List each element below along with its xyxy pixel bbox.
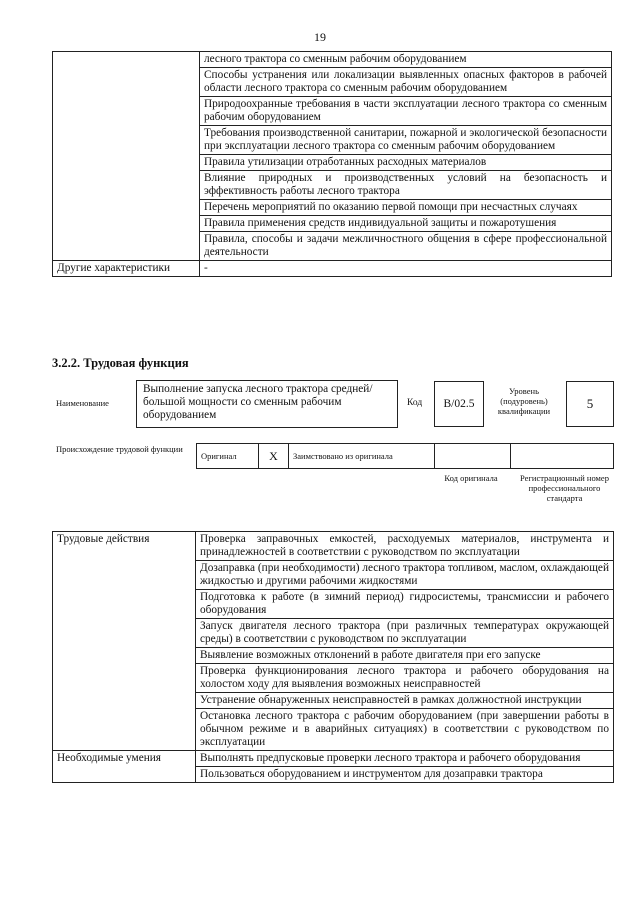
code-label: Код xyxy=(407,398,423,408)
borrowed-label: Заимствовано из оригинала xyxy=(289,444,435,469)
table-cell: Дозаправка (при необходимости) лесного трактора топливом, маслом, охлаждающей жидкостью и другими рабочими жидкостями xyxy=(196,561,614,590)
row-label-labor-actions: Трудовые действия xyxy=(53,532,196,751)
code-original-cell xyxy=(435,444,511,469)
reg-number-label: Регистрационный номер профессионального стандарта xyxy=(520,473,609,503)
level-label: Уровень (подуровень) квалификации xyxy=(497,386,551,416)
row-label-other-characteristics: Другие характеристики xyxy=(53,261,200,277)
origin-label: Происхождение трудовой функции xyxy=(56,444,183,454)
table-row xyxy=(53,751,614,767)
code-value-box: B/02.5 xyxy=(434,381,484,427)
table-cell: Проверка функционирования лесного трактора и рабочего оборудования на холостом ходу для выявления возможных неисправностей xyxy=(196,664,614,693)
origin-table xyxy=(196,443,614,469)
table-row xyxy=(53,52,612,68)
row-label-required-skills: Необходимые умения xyxy=(53,751,196,783)
table-cell: Влияние природных и производственных условий на безопасность и эффективность работы лесного трактора xyxy=(200,171,612,200)
code-original-label: Код оригинала xyxy=(444,473,498,483)
labor-actions-table xyxy=(52,531,614,783)
table-cell: Устранение обнаруженных неисправностей в рамках должностной инструкции xyxy=(196,693,614,709)
table-row xyxy=(197,444,614,469)
table-cell: Способы устранения или локализации выявленных опасных факторов в рабочей области лесного трактора со сменным рабочим оборудованием xyxy=(200,68,612,97)
table-cell: Правила, способы и задачи межличностного общения в сфере профессиональной деятельности xyxy=(200,232,612,261)
table-cell: лесного трактора со сменным рабочим оборудованием xyxy=(200,52,612,68)
table-cell: Правила применения средств индивидуальной защиты и пожаротушения xyxy=(200,216,612,232)
table-cell: Остановка лесного трактора с рабочим оборудованием (при завершении работы в обычном режиме и в аварийных ситуациях) в соответствии с руководством по эксплуатации xyxy=(196,709,614,751)
table-cell: Запуск двигателя лесного трактора (при различных температурах окружающей среды) в соответствии с руководством по эксплуатации xyxy=(196,619,614,648)
table-cell: Правила утилизации отработанных расходных материалов xyxy=(200,155,612,171)
table-cell: - xyxy=(200,261,612,277)
level-value-box: 5 xyxy=(566,381,614,427)
table-cell: Выявление возможных отклонений в работе двигателя при его запуске xyxy=(196,648,614,664)
table-cell: Перечень мероприятий по оказанию первой помощи при несчастных случаях xyxy=(200,200,612,216)
table-row xyxy=(53,532,614,561)
table-cell: Проверка заправочных емкостей, расходуемых материалов, инструмента и принадлежностей в соответствии с руководством по эксплуатации xyxy=(196,532,614,561)
original-label: Оригинал xyxy=(197,444,259,469)
page-number: 19 xyxy=(314,30,326,44)
table-cell-left xyxy=(53,52,200,261)
section-title: 3.2.2. Трудовая функция xyxy=(52,356,189,370)
table-cell: Пользоваться оборудованием и инструментом для дозаправки трактора xyxy=(196,767,614,783)
name-label: Наименование xyxy=(56,398,109,408)
table-cell: Природоохранные требования в части эксплуатации лесного трактора со сменным рабочим оборудованием xyxy=(200,97,612,126)
table-cell: Требования производственной санитарии, пожарной и экологической безопасности при эксплуатации лесного трактора со сменным рабочим оборудованием xyxy=(200,126,612,155)
table-cell: Подготовка к работе (в зимний период) гидросистемы, трансмиссии и рабочего оборудования xyxy=(196,590,614,619)
original-mark: X xyxy=(259,444,289,469)
reg-number-cell xyxy=(511,444,614,469)
function-name-box: Выполнение запуска лесного трактора средней/большой мощности со сменным рабочим оборудованием xyxy=(136,380,398,428)
table-cell: Выполнять предпусковые проверки лесного трактора и рабочего оборудования xyxy=(196,751,614,767)
table-row xyxy=(53,261,612,277)
knowledge-table xyxy=(52,51,612,277)
